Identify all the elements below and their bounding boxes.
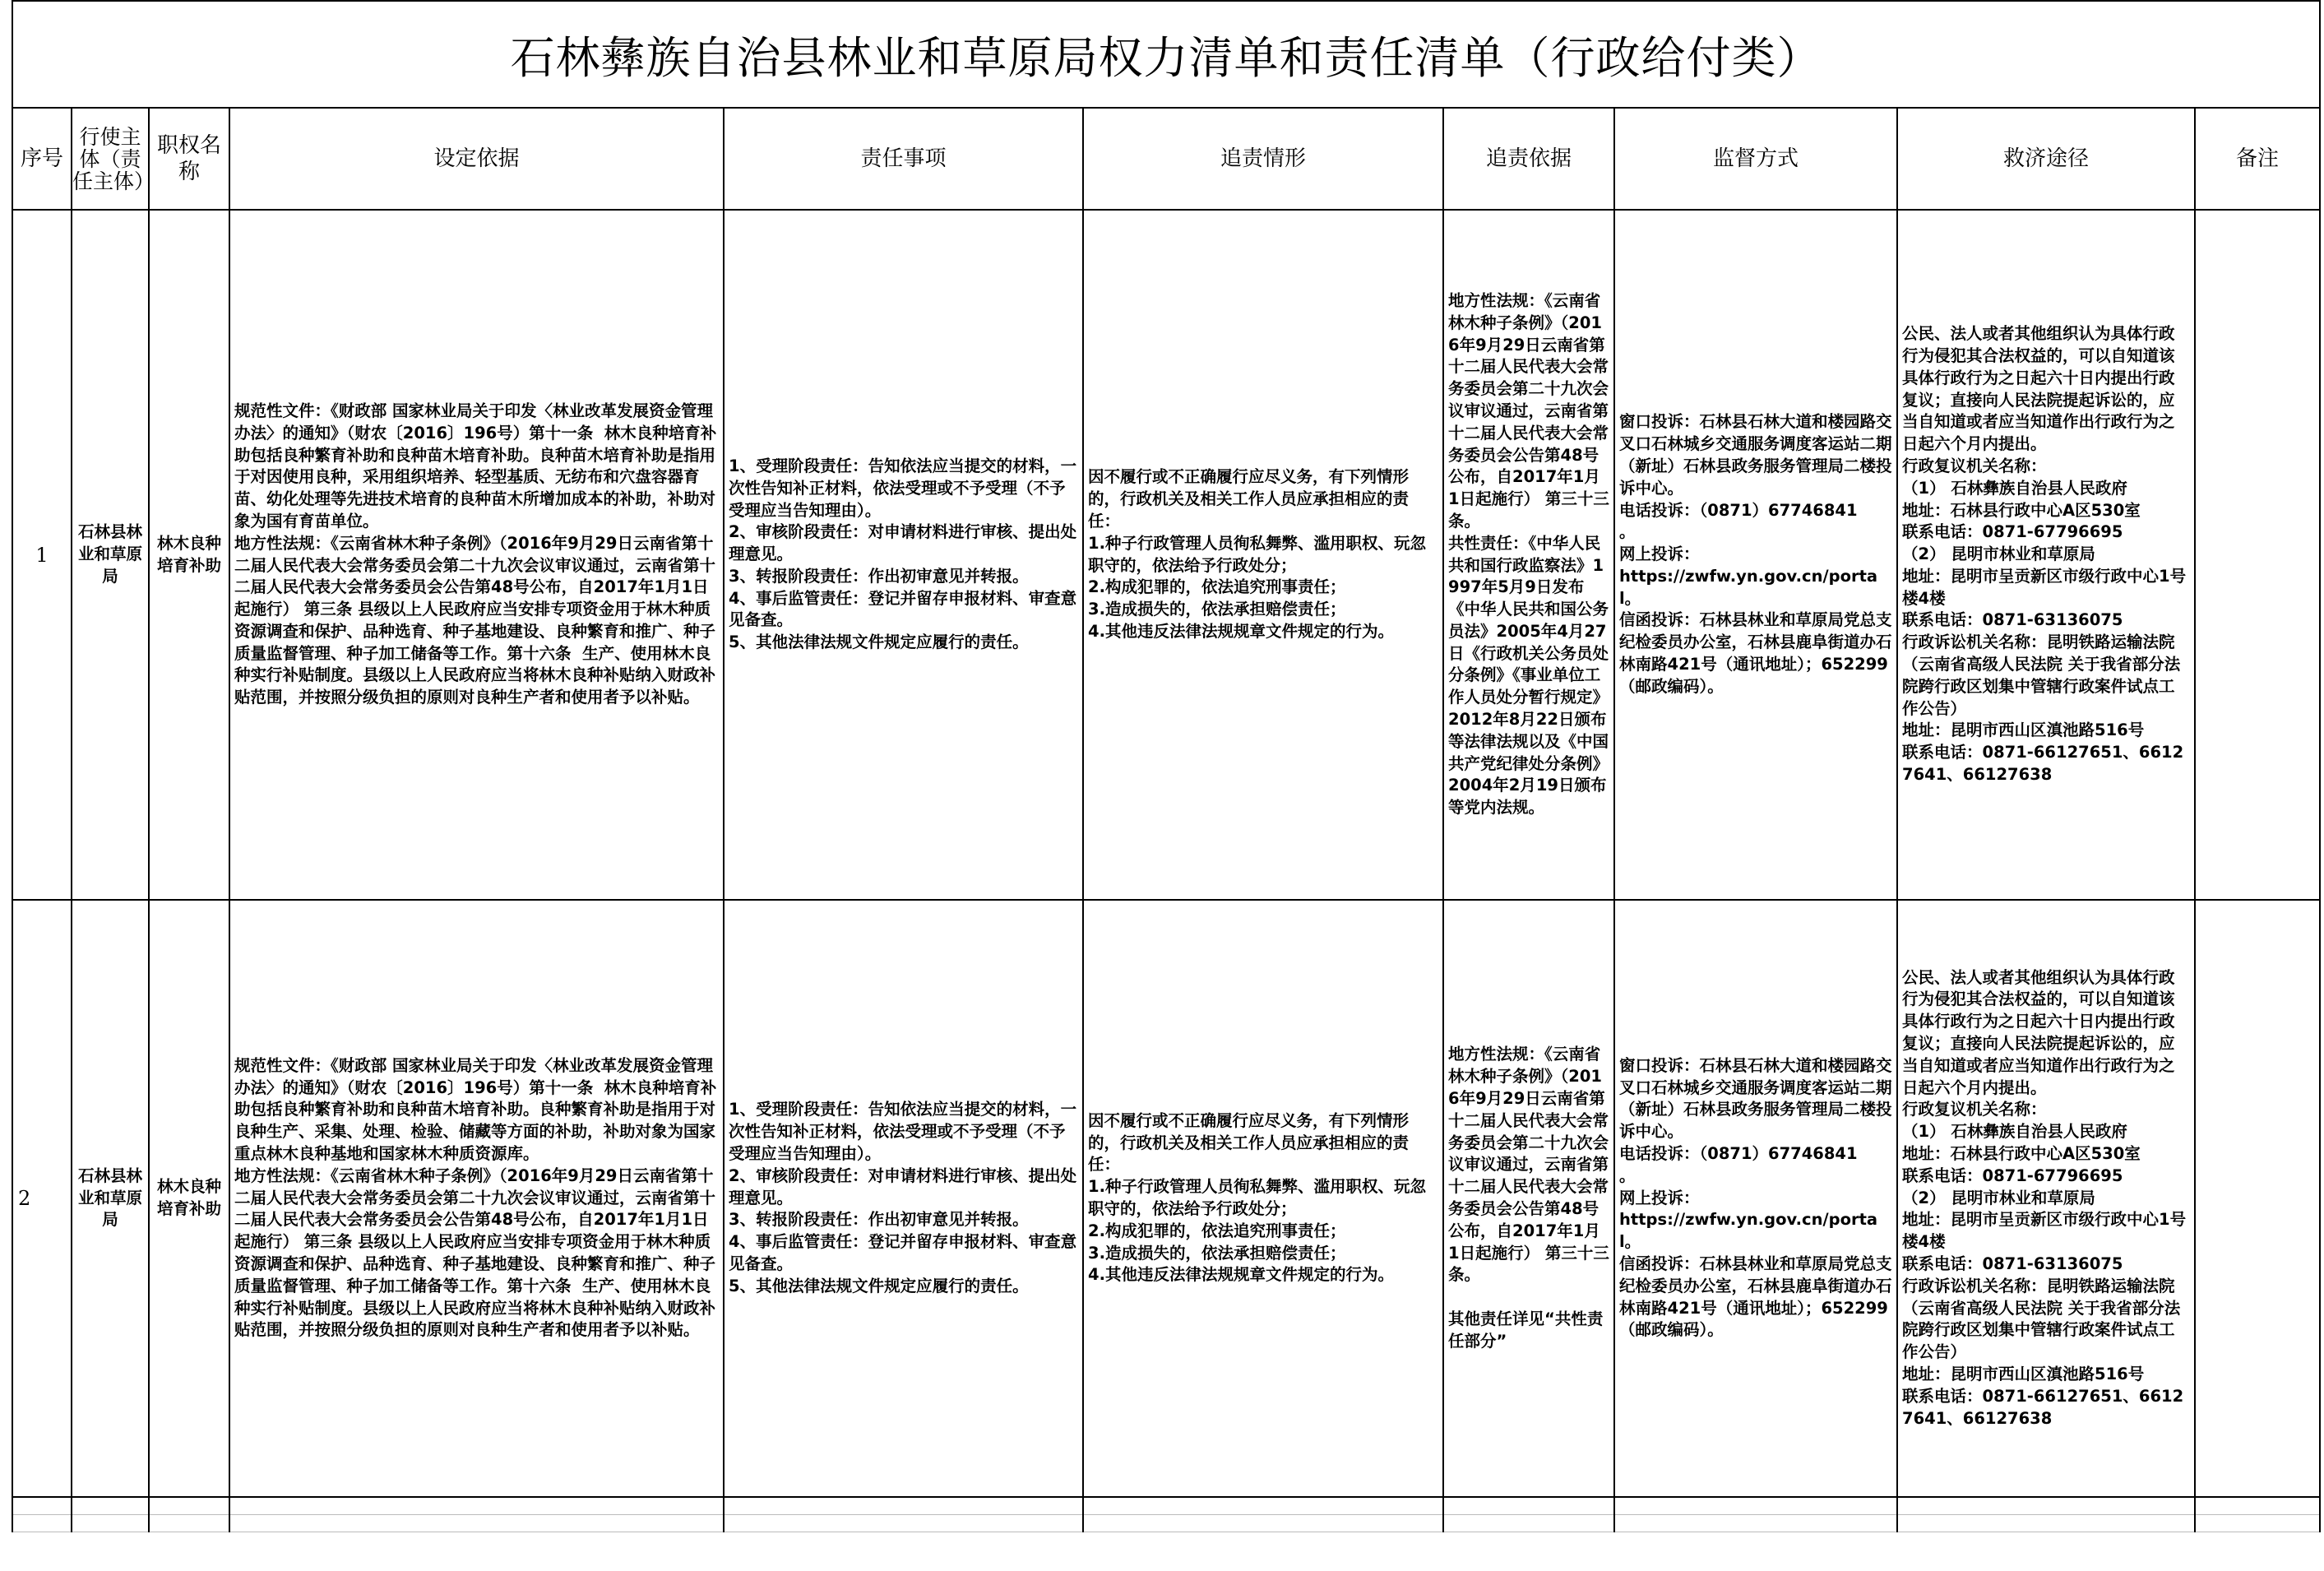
row-duties: 1、受理阶段责任：告知依法应当提交的材料，一次性告知补正材料，依法受理或不予受理（不予受理应当告知理由）。 2、审核阶段责任：对申请材料进行审核、提出处理意见。 3、转报阶段责任：作出初审意见并转报。 4、事后监管责任：登记并留存申报材料、审查意见备查。 5、其他法律法规文件规定应履行的责任。 — [724, 900, 1083, 1497]
row-accountability-basis: 地方性法规：《云南省林木种子条例》（2016年9月29日云南省第十二届人民代表大会常务委员会第二十九次会议审议通过，云南省第十二届人民代表大会常务委员会公告第48号公布，自2017年1月1日起施行） 第三十三条。 共性责任：《中华人民共和国行政监察法》1997年5月9日发布《中华人民共和国公务员法》2005年4月27日《行政机关公务员处分条例》《事业单位工作人员处分暂行规定》2012年8月22日颁布等法律法规以及《中国共产党纪律处分条例》2004年2月19日颁布等党内法规。 — [1443, 210, 1614, 900]
empty-cell — [72, 1497, 149, 1515]
row-power-name: 林木良种培育补助 — [149, 210, 229, 900]
row-basis: 规范性文件：《财政部 国家林业局关于印发〈林业改革发展资金管理办法〉的通知》（财农〔2016〕196号）第十一条 林木良种培育补助包括良种繁育补助和良种苗木培育补助。良种苗木培育补助是指用于对因使用良种，采用组织培养、轻型基质、无纺布和穴盘容器育苗、幼化处理等先进技术培育的良种苗木所增加成本的补助，补助对象为国有育苗单位。 地方性法规：《云南省林木种子条例》（2016年9月29日云南省第十二届人民代表大会常务委员会第二十九次会议审议通过，云南省第十二届人民代表大会常务委员会公告第48号公布，自2017年1月1日起施行） 第三条 县级以上人民政府应当安排专项资金用于林木种质资源调查和保护、品种选育、种子基地建设、良种繁育和推广、种子质量监督管理、种子加工储备等工作。第十六条 生产、使用林木良种实行补贴制度。县级以上人民政府应当将林木良种补贴纳入财政补贴范围，并按照分级负担的原则对良种生产者和使用者予以补贴。 — [229, 210, 724, 900]
document-title: 石林彝族自治县林业和草原局权力清单和责任清单（行政给付类） — [12, 1, 2320, 108]
empty-cell — [1083, 1497, 1443, 1515]
empty-cell — [1614, 1497, 1897, 1515]
empty-cell — [149, 1497, 229, 1515]
empty-cell — [72, 1515, 149, 1532]
header-row — [12, 108, 2320, 210]
row-remarks — [2195, 900, 2320, 1497]
empty-cell — [724, 1515, 1083, 1532]
row-subject: 石林县林业和草原局 — [72, 900, 149, 1497]
empty-cell — [724, 1497, 1083, 1515]
row-seq: 1 — [12, 210, 72, 900]
row-seq: 2 — [12, 900, 72, 1497]
row-duties: 1、受理阶段责任：告知依法应当提交的材料，一次性告知补正材料，依法受理或不予受理（不予受理应当告知理由）。 2、审核阶段责任：对申请材料进行审核、提出处理意见。 3、转报阶段责任：作出初审意见并转报。 4、事后监管责任：登记并留存申报材料、审查意见备查。 5、其他法律法规文件规定应履行的责任。 — [724, 210, 1083, 900]
empty-row — [12, 1497, 2320, 1515]
empty-cell — [1443, 1497, 1614, 1515]
table-row — [12, 900, 2320, 1497]
header-accountability: 追责情形 — [1083, 108, 1443, 210]
row-subject: 石林县林业和草原局 — [72, 210, 149, 900]
header-subject: 行使主体（责任主体） — [72, 108, 149, 210]
empty-cell — [229, 1515, 724, 1532]
empty-cell — [149, 1515, 229, 1532]
header-power-name: 职权名称 — [149, 108, 229, 210]
empty-cell — [1614, 1515, 1897, 1532]
row-remarks — [2195, 210, 2320, 900]
empty-cell — [1897, 1497, 2195, 1515]
header-seq: 序号 — [12, 108, 72, 210]
row-accountability: 因不履行或不正确履行应尽义务，有下列情形的，行政机关及相关工作人员应承担相应的责任： 1.种子行政管理人员徇私舞弊、滥用职权、玩忽职守的，依法给予行政处分； 2.构成犯罪的，依法追究刑事责任； 3.造成损失的，依法承担赔偿责任； 4.其他违反法律法规规章文件规定的行为。 — [1083, 210, 1443, 900]
empty-cell — [2195, 1515, 2320, 1532]
header-remarks: 备注 — [2195, 108, 2320, 210]
empty-cell — [1443, 1515, 1614, 1532]
empty-cell — [2195, 1497, 2320, 1515]
row-supervision: 窗口投诉：石林县石林大道和楼园路交叉口石林城乡交通服务调度客运站二期（新址）石林县政务服务管理局二楼投诉中心。 电话投诉：（0871）67746841 。 网上投诉： https://zwfw.yn.gov.cn/portal。 信函投诉：石林县林业和草原局党总支纪检委员办公室，石林县鹿阜街道办石林南路421号（通讯地址）；652299（邮政编码）。 — [1614, 210, 1897, 900]
header-remedy: 救济途径 — [1897, 108, 2195, 210]
power-responsibility-table — [12, 0, 2321, 1532]
empty-cell — [229, 1497, 724, 1515]
row-remedy: 公民、法人或者其他组织认为具体行政行为侵犯其合法权益的，可以自知道该具体行政行为之日起六十日内提出行政复议；直接向人民法院提起诉讼的，应当自知道或者应当知道作出行政行为之日起六个月内提出。 行政复议机关名称： （1） 石林彝族自治县人民政府 地址：石林县行政中心A区530室 联系电话：0871-67796695 （2） 昆明市林业和草原局 地址：昆明市呈贡新区市级行政中心1号楼4楼 联系电话：0871-63136075 行政诉讼机关名称：昆明铁路运输法院（云南省高级人民法院 关于我省部分法院跨行政区划集中管辖行政案件试点工作公告） 地址：昆明市西山区滇池路516号 联系电话：0871-66127651、66127641、66127638 — [1897, 900, 2195, 1497]
row-supervision: 窗口投诉：石林县石林大道和楼园路交叉口石林城乡交通服务调度客运站二期（新址）石林县政务服务管理局二楼投诉中心。 电话投诉：（0871）67746841 。 网上投诉： https://zwfw.yn.gov.cn/portal。 信函投诉：石林县林业和草原局党总支纪检委员办公室，石林县鹿阜街道办石林南路421号（通讯地址）；652299（邮政编码）。 — [1614, 900, 1897, 1497]
row-accountability: 因不履行或不正确履行应尽义务，有下列情形的，行政机关及相关工作人员应承担相应的责任： 1.种子行政管理人员徇私舞弊、滥用职权、玩忽职守的，依法给予行政处分； 2.构成犯罪的，依法追究刑事责任； 3.造成损失的，依法承担赔偿责任； 4.其他违反法律法规规章文件规定的行为。 — [1083, 900, 1443, 1497]
spreadsheet — [12, 0, 2319, 1532]
empty-cell — [12, 1515, 72, 1532]
header-supervision: 监督方式 — [1614, 108, 1897, 210]
row-basis: 规范性文件：《财政部 国家林业局关于印发〈林业改革发展资金管理办法〉的通知》（财农〔2016〕196号）第十一条 林木良种培育补助包括良种繁育补助和良种苗木培育补助。良种繁育补助是指用于对良种生产、采集、处理、检验、储藏等方面的补助，补助对象为国家重点林木良种基地和国家林木种质资源库。 地方性法规：《云南省林木种子条例》（2016年9月29日云南省第十二届人民代表大会常务委员会第二十九次会议审议通过，云南省第十二届人民代表大会常务委员会公告第48号公布，自2017年1月1日起施行） 第三条 县级以上人民政府应当安排专项资金用于林木种质资源调查和保护、品种选育、种子基地建设、良种繁育和推广、种子质量监督管理、种子加工储备等工作。第十六条 生产、使用林木良种实行补贴制度。县级以上人民政府应当将林木良种补贴纳入财政补贴范围，并按照分级负担的原则对良种生产者和使用者予以补贴。 — [229, 900, 724, 1497]
row-remedy: 公民、法人或者其他组织认为具体行政行为侵犯其合法权益的，可以自知道该具体行政行为之日起六十日内提出行政复议；直接向人民法院提起诉讼的，应当自知道或者应当知道作出行政行为之日起六个月内提出。 行政复议机关名称： （1） 石林彝族自治县人民政府 地址：石林县行政中心A区530室 联系电话：0871-67796695 （2） 昆明市林业和草原局 地址：昆明市呈贡新区市级行政中心1号楼4楼 联系电话：0871-63136075 行政诉讼机关名称：昆明铁路运输法院（云南省高级人民法院 关于我省部分法院跨行政区划集中管辖行政案件试点工作公告） 地址：昆明市西山区滇池路516号 联系电话：0871-66127651、66127641、66127638 — [1897, 210, 2195, 900]
header-duties: 责任事项 — [724, 108, 1083, 210]
header-basis: 设定依据 — [229, 108, 724, 210]
row-power-name: 林木良种培育补助 — [149, 900, 229, 1497]
row-accountability-basis: 地方性法规：《云南省林木种子条例》（2016年9月29日云南省第十二届人民代表大会常务委员会第二十九次会议审议通过，云南省第十二届人民代表大会常务委员会公告第48号公布，自2017年1月1日起施行） 第三十三条。 其他责任详见“共性责任部分” — [1443, 900, 1614, 1497]
empty-cell — [1083, 1515, 1443, 1532]
table-row — [12, 210, 2320, 900]
empty-row — [12, 1515, 2320, 1532]
empty-cell — [12, 1497, 72, 1515]
header-accountability-basis: 追责依据 — [1443, 108, 1614, 210]
empty-cell — [1897, 1515, 2195, 1532]
